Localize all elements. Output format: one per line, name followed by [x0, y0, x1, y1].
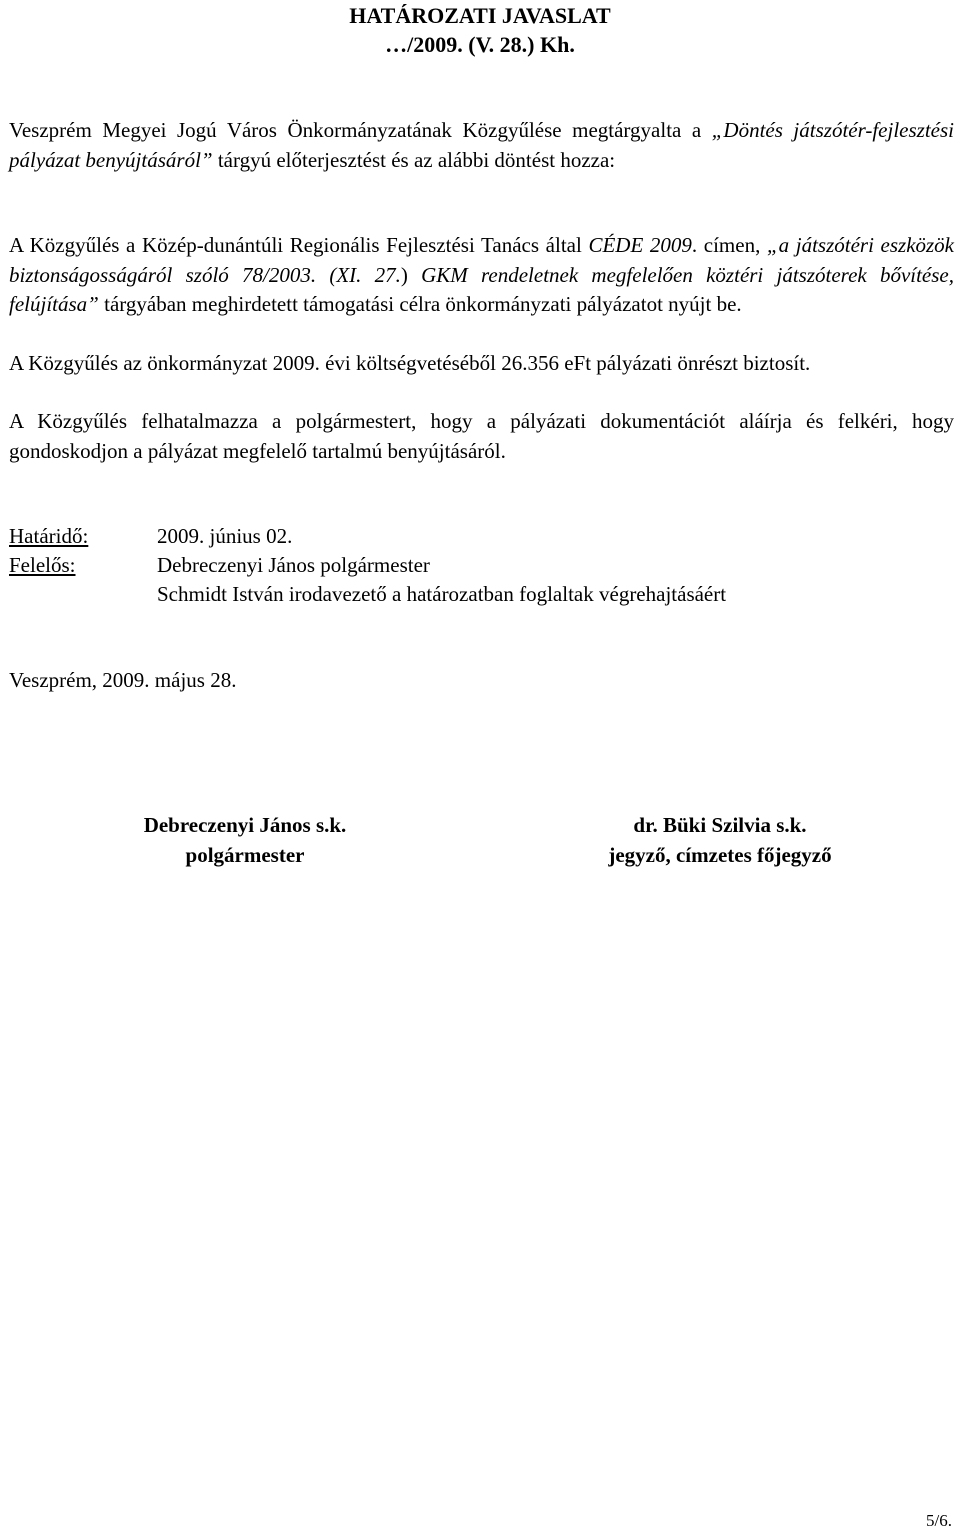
deadline-row: [9, 522, 88, 550]
page-number: 5/6.: [926, 1511, 952, 1530]
p1-text-a: A Közgyűlés a Közép-dunántúli Regionális Fejlesztési Tanács által: [9, 233, 589, 257]
signature-title: polgármester: [185, 843, 305, 867]
signature-block-notary: [565, 810, 875, 870]
intro-subject-italic: „Döntés játszótér-fejlesztési pályázat benyújtásáról”: [9, 118, 954, 172]
p1-text-g: tárgyában meghirdetett támogatási célra önkormányzati pályázatot nyújt be.: [98, 292, 742, 316]
p1-text-b: CÉDE 2009: [588, 233, 692, 257]
p1-text-e: ): [400, 262, 422, 287]
responsible-person-1: Debreczenyi János polgármester: [157, 553, 430, 577]
deadline-label: Határidő:: [9, 524, 89, 548]
signature-name: Debreczenyi János s.k.: [143, 813, 347, 837]
signature-title: jegyző, címzetes főjegyző: [608, 843, 832, 867]
resolution-number: …/2009. (V. 28.) Kh.: [385, 32, 575, 57]
intro-text-2: tárgyú előterjesztést és az alábbi döntést hozza:: [212, 147, 616, 172]
deadline-value: 2009. június 02.: [157, 524, 293, 548]
decision-paragraph-2: A Közgyűlés az önkormányzat 2009. évi költségvetéséből 26.356 eFt pályázati önrészt biztosít.: [9, 351, 811, 375]
intro-text-1: Veszprém Megyei Jogú Város Önkormányzatának Közgyűlése megtárgyalta a: [9, 118, 712, 142]
p1-text-c: . címen,: [691, 233, 767, 257]
responsible-person-2: Schmidt István irodavezető a határozatban foglaltak végrehajtásáért: [157, 582, 727, 606]
responsible-label: Felelős:: [9, 553, 76, 577]
p1-text-d: „a játszótéri eszközök biztonságosságáról szóló 78/2003. (XI. 27.: [9, 233, 955, 287]
document-title: HATÁROZATI JAVASLAT: [349, 3, 611, 28]
signature-block-mayor: [105, 810, 385, 870]
responsible-row: [9, 551, 76, 579]
place-date: Veszprém, 2009. május 28.: [9, 668, 237, 692]
signature-name: dr. Büki Szilvia s.k.: [633, 813, 807, 837]
decision-paragraph-1: [9, 231, 954, 320]
decision-paragraph-3: A Közgyűlés felhatalmazza a polgármestert, hogy a pályázati dokumentációt aláírja és felkéri, hogy gondoskodjon a pályázat megfelelő tartalmú benyújtásáról.: [9, 409, 954, 463]
p1-text-f: GKM rendeletnek megfelelően köztéri játszóterek bővítése, felújítása”: [9, 262, 954, 316]
intro-paragraph: [9, 116, 954, 175]
